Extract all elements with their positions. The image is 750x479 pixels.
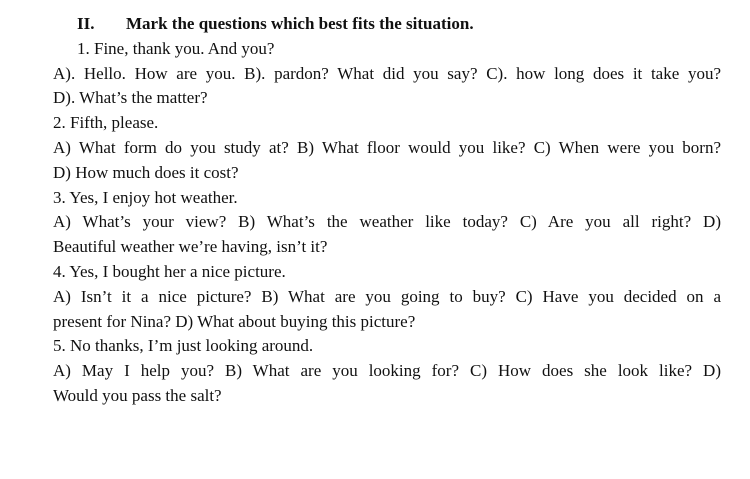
section-number: II. — [77, 14, 95, 33]
worksheet — [53, 12, 721, 409]
question-2-options-line-2: D) How much does it cost? — [53, 162, 239, 182]
question-3-options-line-1: A) What’s your view? B) What’s the weather like today? C) Are you all right? D) — [53, 212, 721, 232]
question-4-options-line-1: A) Isn’t it a nice picture? B) What are you going to buy? C) Have you decided on a — [53, 286, 721, 306]
question-5-options-line-1: A) May I help you? B) What are you looking for? C) How does she look like? D) — [53, 361, 721, 381]
question-5-options-line-2: Would you pass the salt? — [53, 385, 222, 405]
question-5-prompt: 5. No thanks, I’m just looking around. — [53, 336, 314, 356]
question-1-options-line-1: A). Hello. How are you. B). pardon? What did you say? C). how long does it take you? — [53, 63, 721, 83]
question-3-prompt: 3. Yes, I enjoy hot weather. — [53, 187, 238, 207]
question-4-prompt: 4. Yes, I bought her a nice picture. — [53, 261, 286, 281]
question-1-options-line-2: D). What’s the matter? — [53, 88, 208, 108]
question-2-prompt: 2. Fifth, please. — [53, 113, 159, 133]
section-title: Mark the questions which best fits the situation. — [126, 14, 474, 33]
question-1-prompt: 1. Fine, thank you. And you? — [77, 38, 275, 58]
question-2-options-line-1: A) What form do you study at? B) What floor would you like? C) When were you born? — [53, 137, 721, 157]
question-3-options-line-2: Beautiful weather we’re having, isn’t it? — [53, 237, 328, 257]
section-heading — [53, 12, 721, 37]
question-4-options-line-2: present for Nina? D) What about buying this picture? — [53, 311, 416, 331]
